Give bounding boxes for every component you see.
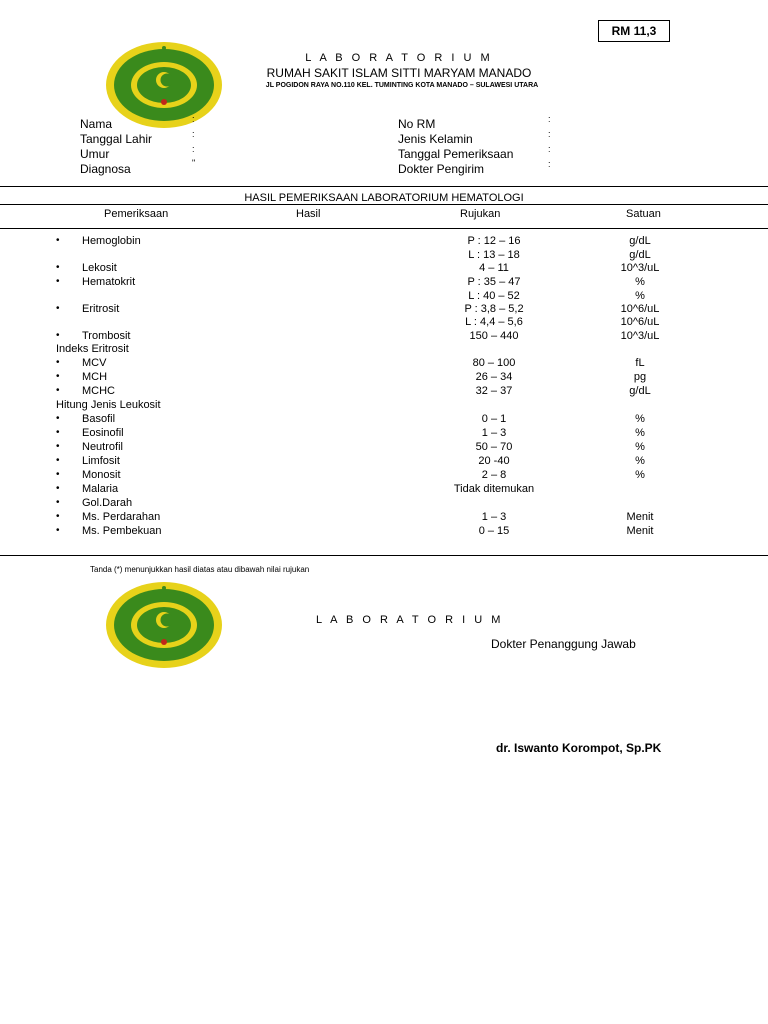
unit-value: 10^3/uL — [620, 330, 660, 342]
label-dokter-pengirim: Dokter Pengirim — [398, 162, 485, 176]
unit-value: g/dL — [629, 249, 651, 261]
reference-range: 0 – 1 — [481, 413, 507, 425]
bullet-icon: • — [56, 427, 60, 438]
colon-tgl-lahir: : — [192, 129, 195, 139]
unit-value: fL — [635, 357, 645, 369]
reference-range: 26 – 34 — [475, 371, 513, 383]
test-name: Neutrofil — [82, 441, 123, 453]
unit-value: % — [635, 290, 645, 302]
bullet-icon: • — [56, 330, 60, 341]
test-name: Ms. Perdarahan — [82, 511, 161, 523]
unit-value: pg — [633, 371, 647, 383]
reference-range: 2 – 8 — [481, 469, 507, 481]
test-name: MCH — [82, 371, 108, 383]
divider-bottom — [0, 555, 768, 556]
test-name: Hemoglobin — [82, 235, 141, 247]
test-name: Limfosit — [82, 455, 120, 467]
footnote: Tanda (*) menunjukkan hasil diatas atau dibawah nilai rujukan — [90, 565, 310, 574]
bullet-icon: • — [56, 413, 60, 424]
footer-dept: L A B O R A T O R I U M — [316, 614, 504, 626]
label-tgl-pemeriksaan: Tanggal Pemeriksaan — [398, 147, 514, 161]
bullet-icon: • — [56, 525, 60, 536]
bullet-icon: • — [56, 497, 60, 508]
bullet-icon: • — [56, 469, 60, 480]
rm-code: RM 11,3 — [611, 24, 657, 38]
unit-value: % — [635, 455, 645, 467]
colon-nama: : — [192, 114, 195, 124]
test-name: MCV — [82, 357, 107, 369]
divider-title — [0, 204, 768, 205]
label-umur: Umur — [80, 147, 110, 161]
reference-range: 0 – 15 — [478, 525, 510, 537]
test-name: MCHC — [82, 385, 115, 397]
label-tgl-lahir: Tanggal Lahir — [80, 132, 153, 146]
bullet-icon: • — [56, 235, 60, 246]
unit-value: % — [635, 413, 645, 425]
test-name: Eritrosit — [82, 303, 120, 315]
reference-range: 20 -40 — [478, 455, 510, 467]
colon-jk: : — [548, 129, 551, 139]
bullet-icon: • — [56, 483, 60, 494]
test-name: Malaria — [82, 483, 119, 495]
reference-range: 150 – 440 — [469, 330, 519, 342]
reference-range: 1 – 3 — [481, 427, 507, 439]
unit-value: % — [635, 441, 645, 453]
unit-value: 10^3/uL — [620, 262, 660, 274]
reference-range: 1 – 3 — [481, 511, 507, 523]
bullet-icon: • — [56, 357, 60, 368]
bullet-icon: • — [56, 441, 60, 452]
col-hasil: Hasil — [296, 208, 321, 220]
reference-range: Tidak ditemukan — [453, 483, 535, 495]
responsible-label: Dokter Penanggung Jawab — [491, 637, 636, 651]
reference-range: L : 4,4 – 5,6 — [465, 316, 523, 328]
test-name: Ms. Pembekuan — [82, 525, 162, 537]
reference-range: P : 12 – 16 — [467, 235, 521, 247]
bullet-icon: • — [56, 385, 60, 396]
hospital-logo-footer — [104, 580, 224, 670]
category-heading: Indeks Eritrosit — [56, 343, 129, 355]
rm-code-box — [598, 20, 670, 42]
colon-tgl-periksa: : — [548, 144, 551, 154]
unit-value: g/dL — [629, 235, 651, 247]
unit-value: g/dL — [629, 385, 651, 397]
reference-range: P : 35 – 47 — [467, 276, 521, 288]
colon-dokter: : — [548, 159, 551, 169]
unit-value: Menit — [626, 511, 654, 523]
unit-value: % — [635, 469, 645, 481]
hospital-address: JL POGIDON RAYA NO.110 KEL. TUMINTING KOTA MANADO – SULAWESI UTARA — [265, 82, 539, 89]
bullet-icon: • — [56, 262, 60, 273]
unit-value: 10^6/uL — [620, 303, 660, 315]
bullet-icon: • — [56, 455, 60, 466]
hospital-name: RUMAH SAKIT ISLAM SITTI MARYAM MANADO — [266, 66, 532, 80]
reference-range: 4 – 11 — [479, 262, 509, 274]
label-jenis-kelamin: Jenis Kelamin — [398, 132, 473, 146]
unit-value: % — [635, 276, 645, 288]
reference-range: 50 – 70 — [475, 441, 513, 453]
colon-no-rm: : — [548, 114, 551, 124]
reference-range: 80 – 100 — [472, 357, 516, 369]
bullet-icon: • — [56, 511, 60, 522]
divider-top — [0, 186, 768, 187]
test-name: Gol.Darah — [82, 497, 133, 509]
col-pemeriksaan: Pemeriksaan — [104, 208, 169, 220]
reference-range: L : 40 – 52 — [468, 290, 520, 302]
bullet-icon: • — [56, 303, 60, 314]
col-rujukan: Rujukan — [460, 208, 501, 220]
col-satuan: Satuan — [626, 208, 661, 220]
dept-title: L A B O R A T O R I U M — [305, 52, 493, 64]
unit-value: Menit — [626, 525, 654, 537]
label-nama: Nama — [80, 117, 113, 131]
label-no-rm: No RM — [398, 117, 436, 131]
test-name: Eosinofil — [82, 427, 124, 439]
test-name: Monosit — [82, 469, 121, 481]
reference-range: P : 3,8 – 5,2 — [464, 303, 524, 315]
label-diagnosa: Diagnosa — [80, 162, 131, 176]
doctor-name: dr. Iswanto Korompot, Sp.PK — [496, 741, 662, 755]
bullet-icon: • — [56, 371, 60, 382]
test-name: Trombosit — [82, 330, 131, 342]
bullet-icon: • — [56, 276, 60, 287]
unit-value: % — [635, 427, 645, 439]
test-name: Lekosit — [82, 262, 117, 274]
reference-range: L : 13 – 18 — [468, 249, 520, 261]
colon-umur: : — [192, 144, 195, 154]
section-title: HASIL PEMERIKSAAN LABORATORIUM HEMATOLOGI — [244, 192, 524, 204]
category-heading: Hitung Jenis Leukosit — [56, 399, 161, 411]
reference-range: 32 – 37 — [475, 385, 513, 397]
unit-value: 10^6/uL — [620, 316, 660, 328]
divider-header — [0, 228, 768, 229]
test-name: Hematokrit — [82, 276, 136, 288]
diagnosa-sep: " — [192, 158, 196, 168]
test-name: Basofil — [82, 413, 116, 425]
